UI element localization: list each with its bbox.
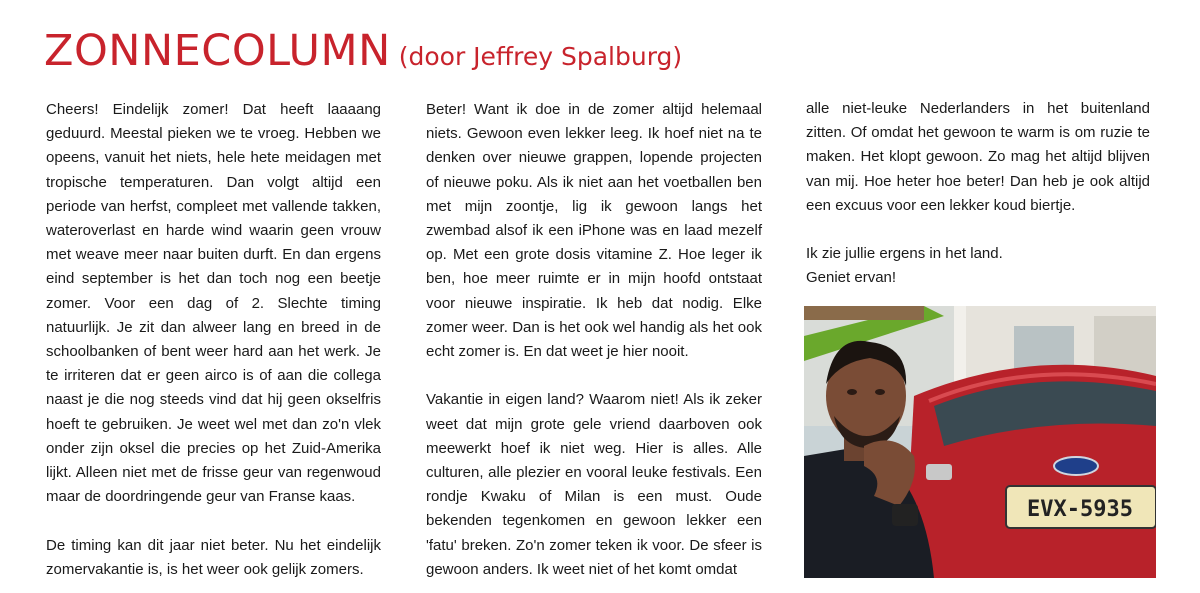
closing-line: Geniet ervan! [806, 269, 897, 287]
text-column-2 [426, 98, 762, 582]
author-byline: (door Jeffrey Spalburg) [398, 42, 683, 71]
page-title: ZONNECOLUMN [44, 26, 391, 76]
closing-line: Ik zie jullie ergens in het land. [806, 245, 1003, 263]
paragraph: Cheers! Eindelijk zomer! Dat heeft laaaang geduurd. Meestal pieken we te vroeg. Hebben we opeens, vanuit het niets, hele hete meidagen met tropische temperaturen. Dan volgt altijd een periode van herfst, compleet met vallende takken, wateroverlast en harde wind waarin geen vrouw met weave meer naar buiten durft. En dan ergens eind september is het dan toch nog een beetje zomer. Voor een dag of 2. Slechte timing natuurlijk. Je zit dan alweer lang en breed in de schoolbanken of bent weer hard aan het werk. Je te irriteren dat er geen airco is of aan die collega naast je die nog steeds vind dat hij geen okselfris hoeft te gebruiken. Je weet wel met dan zo'n vlek onder zijn oksel die precies op het Zuid-Amerika lijkt. Alleen niet met de frisse geur van regenwoud maar de doordringende geur van Franse kaas. [46, 101, 381, 506]
paragraph: alle niet-leuke Nederlanders in het buitenland zitten. Of omdat het gewoon te warm is om ruzie te maken. Het klopt gewoon. Zo mag het altijd blijven van mij. Hoe heter hoe beter! Dan heb je ook altijd een excuus voor een lekker koud biertje. [806, 100, 1150, 214]
paragraph: Beter! Want ik doe in de zomer altijd helemaal niets. Gewoon even lekker leeg. Ik hoef niet na te denken over nieuwe grappen, lopende projecten of nieuwe poku. Als ik niet aan het voetballen ben met mijn zoontje, lig ik gewoon langs het zwembad alsof ik een iPhone was en laad mezelf op. Met een grote dosis vitamine Z. Hoe leger ik ben, hoe meer ruimte er in mijn hoofd ontstaat voor nieuwe inspiratie. Ik heb dat nodig. Elke zomer weer. Dan is het ook wel handig als het ook echt zomer is. En dat weet je hier nooit. [426, 101, 762, 361]
text-column-3 [806, 97, 1150, 291]
text-column-1 [46, 98, 381, 582]
license-plate-text: EVX-5935 [1027, 497, 1133, 522]
paragraph: De timing kan dit jaar niet beter. Nu het eindelijk zomervakantie is, is het weer ook gelijk zomers. [46, 536, 381, 578]
author-photo [804, 306, 1156, 578]
column-header [44, 26, 1180, 76]
selfie-with-car-illustration [804, 306, 1156, 578]
paragraph: Vakantie in eigen land? Waarom niet! Als ik zeker weet dat mijn grote gele vriend daarboven ook meewerkt hoef ik niet weg. Hier is alles. Alle culturen, alle plezier en vooral leuke festivals. Een rondje Kwaku of Milan is een must. Oude bekenden tegenkomen en gewoon lekker een 'fatu' breken. Zo'n zomer teken ik voor. De sfeer is gewoon anders. Ik weet niet of het komt omdat [426, 391, 762, 578]
